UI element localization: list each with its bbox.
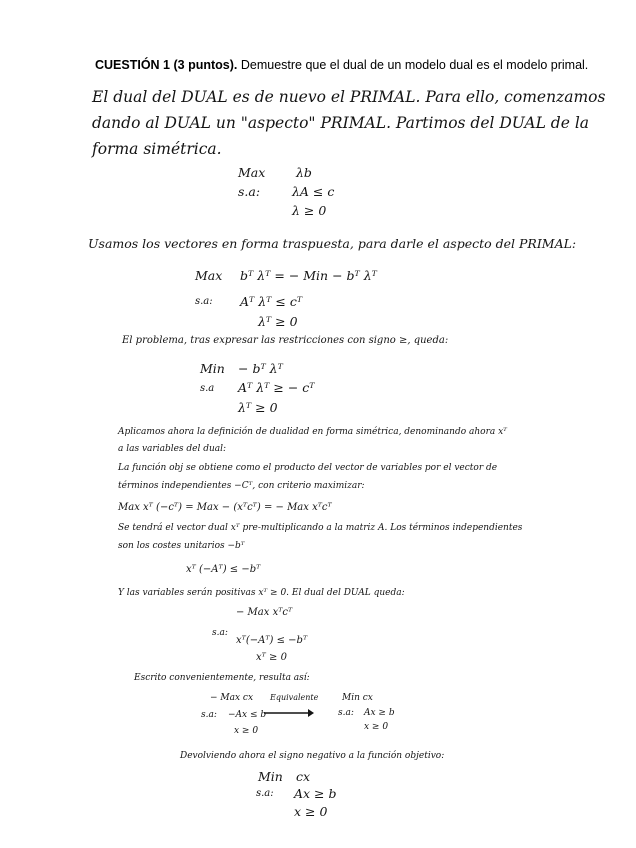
m4-subject-to: s.a: <box>212 628 228 638</box>
m5-left-constraint-2: x ≥ 0 <box>234 726 259 736</box>
answer-line-10: Max xᵀ (−cᵀ) = Max − (xᵀcᵀ) = − Max xᵀcᵀ <box>118 502 332 513</box>
m2-objective-label: Max <box>195 268 223 283</box>
answer-line-4: Usamos los vectores en forma traspuesta, para darle el aspecto del PRIMAL: <box>88 236 577 251</box>
answer-line-9: términos independientes −Cᵀ, con criterio maximizar: <box>118 481 365 491</box>
answer-line-1: El dual del DUAL es de nuevo el PRIMAL. Para ello, comenzamos <box>92 88 606 106</box>
equivalence-arrow-icon <box>262 697 314 721</box>
answer-line-8: La función obj se obtiene como el producto del vector de variables por el vector de <box>118 463 498 473</box>
m3-constraint-2: λᵀ ≥ 0 <box>238 400 278 415</box>
answer-line-12: son los costes unitarios −bᵀ <box>118 541 245 551</box>
m5-right-constraint-1: Ax ≥ b <box>364 708 395 718</box>
m2-constraint-1: Aᵀ λᵀ ≤ cᵀ <box>240 294 303 309</box>
answer-line-3: forma simétrica. <box>92 140 222 158</box>
m5-right-subject-to: s.a: <box>338 708 354 718</box>
answer-line-13: xᵀ (−Aᵀ) ≤ −bᵀ <box>186 564 261 575</box>
m2-constraint-2: λᵀ ≥ 0 <box>258 314 298 329</box>
equivalence-label: Equivalente <box>270 693 319 702</box>
m5-left-subject-to: s.a: <box>201 710 217 720</box>
m5-right-objective: Min cx <box>342 693 373 703</box>
m1-subject-to: s.a: <box>238 184 261 199</box>
m2-objective: bᵀ λᵀ = − Min − bᵀ λᵀ <box>240 268 377 283</box>
m6-objective-label: Min <box>258 769 283 784</box>
answer-line-14: Y las variables serán positivas xᵀ ≥ 0. El dual del DUAL queda: <box>118 588 405 598</box>
m1-constraint-1: λA ≤ c <box>292 184 335 199</box>
m5-left-objective: − Max cx <box>210 693 254 703</box>
answer-line-6: Aplicamos ahora la definición de dualidad en forma simétrica, denominando ahora xᵀ <box>118 427 507 437</box>
m6-subject-to: s.a: <box>256 788 274 799</box>
m3-constraint-1: Aᵀ λᵀ ≥ − cᵀ <box>238 380 315 395</box>
m6-constraint-2: x ≥ 0 <box>294 804 328 819</box>
answer-line-11: Se tendrá el vector dual xᵀ pre-multiplicando a la matriz A. Los términos independientes <box>118 523 523 533</box>
m3-objective: − bᵀ λᵀ <box>238 361 283 376</box>
question-heading <box>95 58 615 72</box>
m5-left-constraint-1: −Ax ≤ b <box>228 710 267 720</box>
m1-constraint-2: λ ≥ 0 <box>292 203 327 218</box>
m4-objective: − Max xᵀcᵀ <box>236 607 293 618</box>
answer-line-2: dando al DUAL un "aspecto" PRIMAL. Partimos del DUAL de la <box>92 114 590 132</box>
m3-subject-to: s.a <box>200 383 215 394</box>
m1-objective-label: Max <box>238 165 266 180</box>
answer-line-7: a las variables del dual: <box>118 444 227 454</box>
m2-subject-to: s.a: <box>195 296 213 307</box>
m4-constraint-1: xᵀ(−Aᵀ) ≤ −bᵀ <box>236 635 308 646</box>
question-text: Demuestre que el dual de un modelo dual es el modelo primal. <box>237 58 589 72</box>
m3-objective-label: Min <box>200 361 225 376</box>
m6-objective: cx <box>296 769 311 784</box>
answer-line-16: Devolviendo ahora el signo negativo a la función objetivo: <box>180 751 445 761</box>
m1-objective: λb <box>296 165 312 180</box>
m4-constraint-2: xᵀ ≥ 0 <box>256 652 287 663</box>
answer-line-15: Escrito convenientemente, resulta así: <box>134 673 310 683</box>
m6-constraint-1: Ax ≥ b <box>294 786 337 801</box>
answer-line-5: El problema, tras expresar las restricciones con signo ≥, queda: <box>122 335 449 346</box>
question-number: CUESTIÓN 1 (3 puntos). <box>95 58 238 72</box>
m5-right-constraint-2: x ≥ 0 <box>364 722 389 732</box>
